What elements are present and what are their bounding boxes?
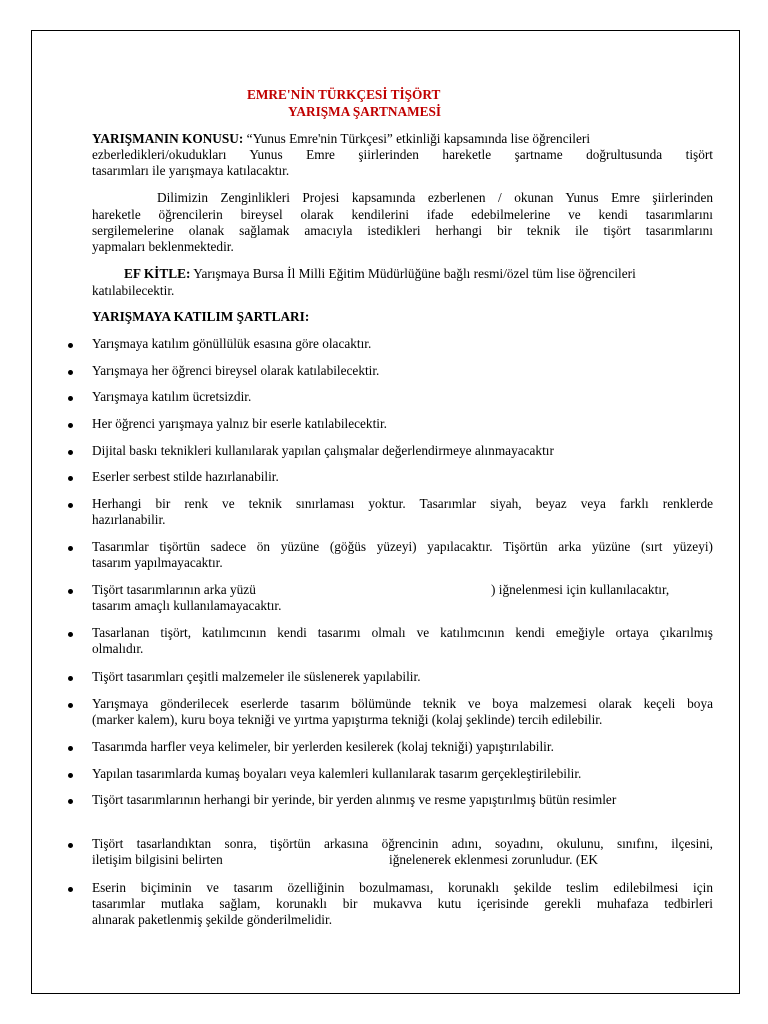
bullet-icon [68, 343, 73, 348]
list-item-text: tasarımlar mutlaka sağlam, korunaklı bir mukavva kutu içerisinde gerekli muhafaza tedbirleri [92, 896, 713, 911]
list-item-text: Tişört tasarımları çeşitli malzemeler ile süslenerek yapılabilir. [92, 669, 421, 684]
bullet-icon [68, 843, 73, 848]
sartlar-heading: YARIŞMAYA KATILIM ŞARTLARI: [92, 309, 310, 324]
list-item-text: Tasarlanan tişört, katılımcının kendi tasarımı olmalı ve katılımcının kendi emeğiyle ortaya çıkarılmış [92, 625, 713, 640]
hedef-kitle-line1 [124, 266, 713, 282]
bullet-icon [68, 773, 73, 778]
list-item-text: Eserler serbest stilde hazırlanabilir. [92, 469, 279, 484]
bullet-icon [68, 503, 73, 508]
bullet-icon [68, 703, 73, 708]
document-title-line1: EMRE'NİN TÜRKÇESİ TİŞÖRT [247, 87, 441, 102]
hedef-kitle-text-1: Yarışmaya Bursa İl Milli Eğitim Müdürlüğüne bağlı resmi/özel tüm lise öğrencileri [193, 266, 636, 281]
list-item-text: (marker kalem), kuru boya tekniği ve yırtma yapıştırma tekniği (kolaj şeklinde) tercih edilebilir. [92, 712, 603, 727]
list-item-text [389, 852, 713, 868]
document-title-line2: YARIŞMA ŞARTNAMESİ [288, 104, 442, 119]
list-item-text-part: ) iğnelenmesi için kullanılacaktır, [491, 582, 670, 597]
bullet-icon [68, 746, 73, 751]
list-item-text: Tişört tasarımlarının herhangi bir yerinde, bir yerden alınmış ve resme yapıştırılmış bütün resimler [92, 792, 617, 807]
list-item-text: Herhangi bir renk ve teknik sınırlaması yoktur. Tasarımlar siyah, beyaz veya farklı renklerde [92, 496, 713, 511]
list-item-text: tasarım yapılmayacaktır. [92, 555, 223, 570]
list-item-text: Tasarımda harfler veya kelimeler, bir yerlerden kesilerek (kolaj tekniği) yapıştırılabilir. [92, 739, 554, 754]
bullet-icon [68, 887, 73, 892]
list-item-text: Dijital baskı teknikleri kullanılarak yapılan çalışmalar değerlendirmeye alınmayacaktır [92, 443, 554, 458]
konu-label: YARIŞMANIN KONUSU: [92, 131, 244, 146]
list-item-text: Tişört tasarlandıktan sonra, tişörtün arkasına öğrencinin adını, soyadını, okulunu, sınıfını, ilçesini, [92, 836, 713, 851]
bullet-icon [68, 676, 73, 681]
hedef-kitle-line2: katılabilecektir. [92, 283, 175, 298]
bullet-icon [68, 799, 73, 804]
bullet-icon [68, 632, 73, 637]
list-item-text: Yarışmaya katılım gönüllülük esasına göre olacaktır. [92, 336, 372, 351]
list-item-text [491, 582, 713, 598]
list-item-text: Yarışmaya gönderilecek eserlerde tasarım bölümünde teknik ve boya malzemesi olarak keçeli boya [92, 696, 713, 711]
list-item-text: alınarak paketlenmiş şekilde gönderilmelidir. [92, 912, 333, 927]
list-item-text: Eserin biçiminin ve tasarım özelliğinin bozulmaması, korunaklı şekilde teslim edilebilmesi için [92, 880, 713, 895]
list-item-text-part: iğnelenerek eklenmesi zorunludur. (EK [389, 852, 598, 867]
aciklama-line3: sergilemelerine olanak sağlamak amacıyla istedikleri herhangi bir teknik ile tişört tasarımlarını [92, 223, 713, 238]
bullet-icon [68, 450, 73, 455]
list-item-text: Yarışmaya her öğrenci bireysel olarak katılabilecektir. [92, 363, 380, 378]
bullet-icon [68, 476, 73, 481]
aciklama-line2: hareketle öğrencilerin bireysel olarak kendilerini ifade edebilmelerine ve kendi tasarımlarını [92, 207, 713, 222]
aciklama-line4: yapmaları beklenmektedir. [92, 239, 234, 254]
konu-text-1: “Yunus Emre'nin Türkçesi” etkinliği kapsamında lise öğrencileri [246, 131, 591, 146]
bullet-icon [68, 396, 73, 401]
hedef-kitle-label: EF KİTLE: [124, 266, 191, 281]
konu-line3: tasarımları ile yarışmaya katılacaktır. [92, 163, 290, 178]
list-item-text: tasarım amaçlı kullanılamayacaktır. [92, 598, 282, 613]
bullet-icon [68, 589, 73, 594]
list-item-text: Her öğrenci yarışmaya yalnız bir eserle katılabilecektir. [92, 416, 387, 431]
bullet-icon [68, 546, 73, 551]
bullet-icon [68, 370, 73, 375]
list-item-text: Yapılan tasarımlarda kumaş boyaları veya kalemleri kullanılarak tasarım gerçekleştirilebilir. [92, 766, 582, 781]
list-item-text: hazırlanabilir. [92, 512, 166, 527]
list-item-text-part: iletişim bilgisini belirten [92, 852, 223, 867]
bullet-icon [68, 423, 73, 428]
list-item-text: Tasarımlar tişörtün sadece ön yüzüne (göğüs yüzeyi) yapılacaktır. Tişörtün arka yüzüne (sırt yüzeyi) [92, 539, 713, 554]
konu-line2: ezberledikleri/okudukları Yunus Emre şiirlerinden hareketle şartname doğrultusunda tişört [92, 147, 713, 162]
konu-line1 [92, 131, 713, 147]
list-item-text: Yarışmaya katılım ücretsizdir. [92, 389, 252, 404]
list-item-text-part: Tişört tasarımlarının arka yüzü [92, 582, 256, 597]
list-item-text: olmalıdır. [92, 641, 144, 656]
aciklama-line1: Dilimizin Zenginlikleri Projesi kapsamında ezberlenen / okunan Yunus Emre şiirlerinden [157, 190, 713, 205]
